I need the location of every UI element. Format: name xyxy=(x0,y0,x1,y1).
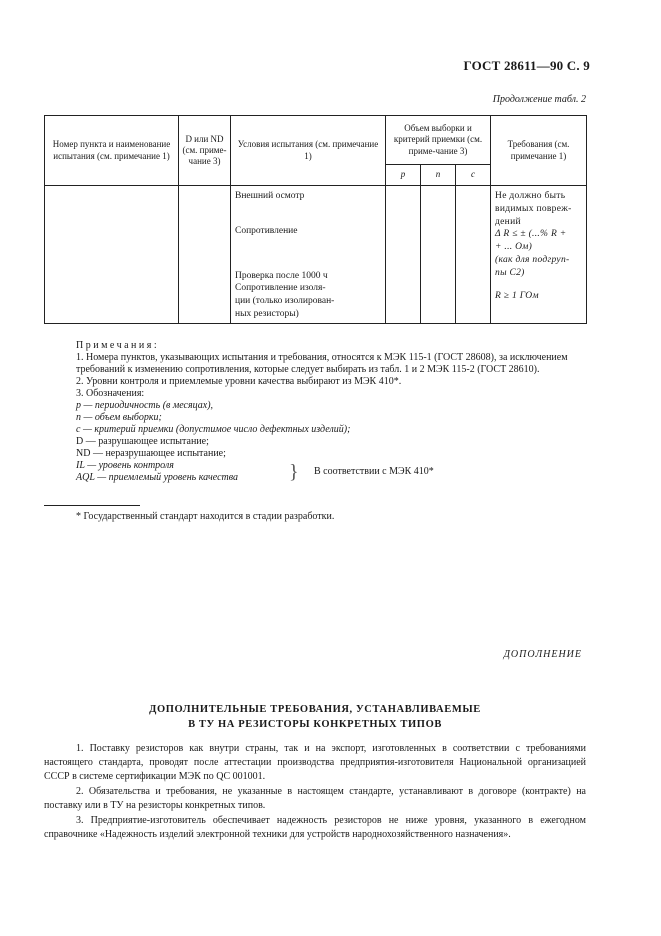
header-d-nd: D или ND (см. приме-чание 3) xyxy=(179,116,231,186)
header-c: c xyxy=(456,165,491,186)
addendum-label: ДОПОЛНЕНИЕ xyxy=(503,649,582,660)
header-n: n xyxy=(421,165,456,186)
addendum-paragraph-1: 1. Поставку резисторов как внутри страны, так и на экспорт, изготовленных в соответствии с требованиями настоящего стандарта, проводят после аттестации производства предприятия-изготовителя Национальной организацией СССР в системе сертификации МЭК по QC 001001. xyxy=(44,743,586,782)
condition-visual: Внешний осмотр xyxy=(235,191,305,201)
addendum-paragraph-2: 2. Обязательства и требования, не указанные в настоящем стандарте, устанавливают в договоре (контракте) на поставку или в ТУ на резисторы конкретных типов. xyxy=(44,786,586,811)
designation-aql: AQL — приемлемый уровень качества xyxy=(76,472,239,483)
table-row xyxy=(45,186,587,324)
header-p: p xyxy=(386,165,421,186)
cell-conditions xyxy=(231,186,386,324)
note-2: 2. Уровни контроля и приемлемые уровни качества выбирают из МЭК 410*. xyxy=(76,376,402,387)
requirement-insulation: R ≥ 1 ГОм xyxy=(495,290,539,301)
note-3: 3. Обозначения: xyxy=(76,388,145,399)
footnote-rule xyxy=(44,505,140,506)
cell-d-nd xyxy=(179,186,231,324)
addendum-paragraph-3: 3. Предприятие-изготовитель обеспечивает надежность резисторов не ниже уровня, указанного в ежегодном справочнике «Надежность изделий электронной техники для устройств народнохозяйственного назначения». xyxy=(44,815,586,840)
cell-test-item xyxy=(45,186,179,324)
addendum-title xyxy=(44,702,586,732)
cell-requirements xyxy=(491,186,587,324)
designation-il: IL — уровень контроля xyxy=(76,460,174,471)
designation-brace-group xyxy=(44,460,586,486)
notes-section xyxy=(44,340,586,486)
page-header: ГОСТ 28611—90 С. 9 xyxy=(463,58,590,73)
designation-c: c — критерий приемки (допустимое число дефектных изделий); xyxy=(76,424,351,435)
header-test-conditions: Условия испытания (см. примечание 1) xyxy=(231,116,386,186)
condition-insulation: Проверка после 1000 ч Сопротивление изоля- ции (только изолирован- ных резисторы) xyxy=(235,270,335,320)
designation-nd: ND — неразрушающее испытание; xyxy=(76,448,226,459)
note-1: 1. Номера пунктов, указывающих испытания и требования, относятся к МЭК 115-1 (ГОСТ 28608), за исключением требований к изменению сопротивления, которые следует выбирать из табл. 1 и 2 МЭК 115-2 (ГОСТ 28610). xyxy=(76,352,568,375)
cell-p xyxy=(386,186,421,324)
header-sample-size: Объем выборки и критерий приемки (см. приме-чание 3) xyxy=(386,116,491,165)
header-requirements: Требования (см. примечание 1) xyxy=(491,116,587,186)
requirement-resistance: Δ R ≤ ± (...% R + + ... Ом) (как для подгруп- пы С2) xyxy=(495,229,570,278)
designation-d: D — разрушающее испытание; xyxy=(76,436,209,447)
requirement-visual: Не должно быть видимых повреж- дений xyxy=(495,191,572,227)
brace-text: В соответствии с МЭК 410* xyxy=(314,466,434,477)
addendum-title-line-2: В ТУ НА РЕЗИСТОРЫ КОНКРЕТНЫХ ТИПОВ xyxy=(188,719,442,730)
addendum-title-line-1: ДОПОЛНИТЕЛЬНЫЕ ТРЕБОВАНИЯ, УСТАНАВЛИВАЕМЫЕ xyxy=(149,704,481,715)
cell-c xyxy=(456,186,491,324)
header-test-item: Номер пункта и наименование испытания (см. примечание 1) xyxy=(45,116,179,186)
cell-n xyxy=(421,186,456,324)
designation-n: n — объем выборки; xyxy=(76,412,162,423)
brace-icon: } xyxy=(289,461,299,483)
table-continuation-label: Продолжение табл. 2 xyxy=(492,94,586,105)
addendum-paragraphs xyxy=(44,742,586,842)
designation-p: p — периодичность (в месяцах), xyxy=(76,400,214,411)
footnote: * Государственный стандарт находится в стадии разработки. xyxy=(76,511,335,522)
condition-resistance: Сопротивление xyxy=(235,225,298,236)
notes-heading: Примечания: xyxy=(76,340,160,351)
test-requirements-table xyxy=(44,115,587,324)
